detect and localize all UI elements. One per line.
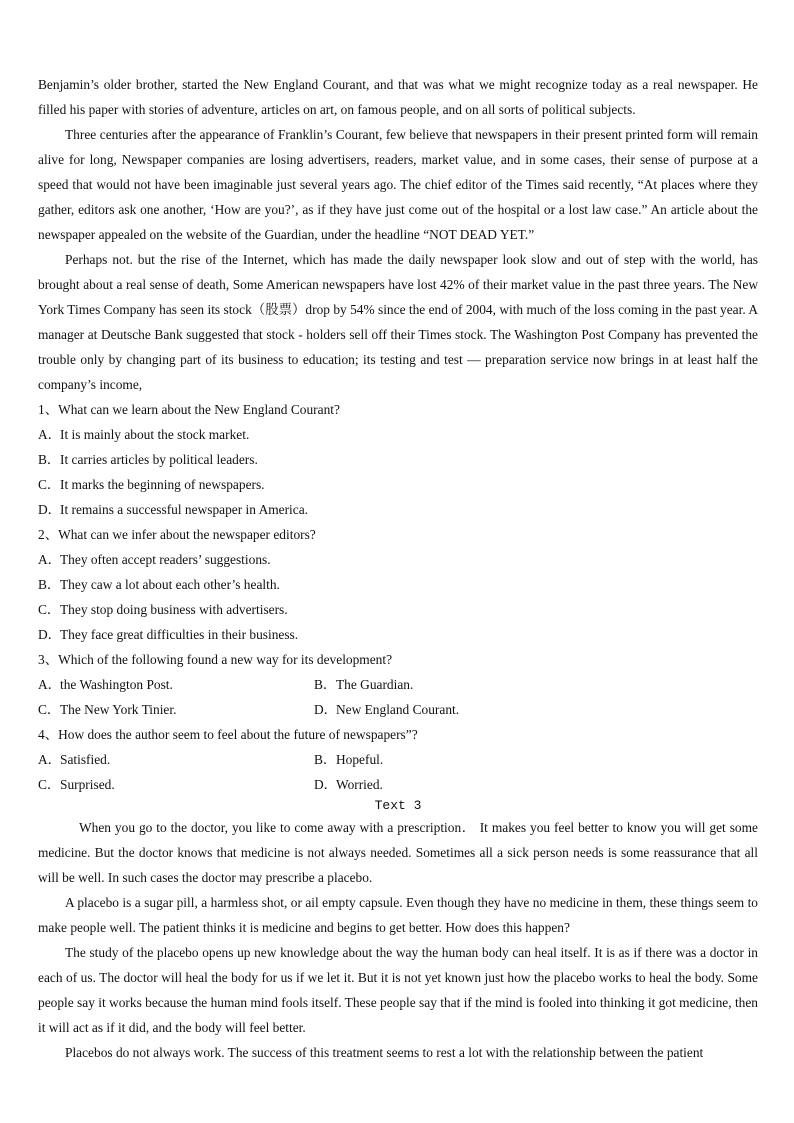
option-text: They face great difficulties in their business. (60, 627, 299, 642)
option-d[interactable] (38, 622, 758, 647)
option-text: Hopeful. (336, 752, 384, 767)
option-d[interactable] (314, 772, 383, 797)
option-a[interactable] (38, 547, 758, 572)
passage-paragraph: Perhaps not. but the rise of the Internet, which has made the daily newspaper look slow and out of step with the world, has brought about a real sense of death, Some American newspapers have lost 42% of their market value in the past three years. The New York Times Company has seen its stock（股票）drop by 54% since the end of 2004, with much of the loss coming in the past year. A manager at Deutsche Bank suggested that stock - holders sell off their Times stock. The Washington Post Company has prevented the trouble only by changing part of its business to education; its testing and test — preparation service now brings in at least half the company’s income, (38, 252, 758, 392)
option-letter: D． (38, 627, 62, 642)
option-text: New England Courant. (336, 702, 460, 717)
passage-paragraph: When you go to the doctor, you like to come away with a prescription． It makes you feel better to know you will get some medicine. But the doctor knows that medicine is not always needed. Sometimes all a sick person needs is some reassurance that all will be well. In such cases the doctor may prescribe a placebo. (38, 820, 758, 885)
question-text: How does the author seem to feel about the future of newspapers”? (58, 727, 418, 742)
option-text: Worried. (336, 777, 383, 792)
question-number: 1、 (38, 402, 59, 417)
option-letter: D． (314, 702, 338, 717)
passage-paragraph: Benjamin’s older brother, started the New England Courant, and that was what we might recognize today as a real newspaper. He filled his paper with stories of adventure, articles on art, on famous people, and on all sorts of political subjects. (38, 77, 758, 117)
question-stem (38, 647, 758, 672)
option-b[interactable] (38, 572, 758, 597)
option-letter: A． (38, 752, 62, 767)
question-text: What can we infer about the newspaper editors? (58, 527, 316, 542)
question-number: 3、 (38, 652, 59, 667)
question-2 (38, 522, 758, 647)
option-letter: D． (38, 502, 62, 517)
option-b[interactable] (314, 747, 383, 772)
question-text: Which of the following found a new way for its development? (58, 652, 393, 667)
question-number: 4、 (38, 727, 59, 742)
passage-paragraph: Three centuries after the appearance of Franklin’s Courant, few believe that newspapers in their present printed form will remain alive for long, Newspaper companies are losing advertisers, readers, market value, and in some cases, their sense of purpose at a speed that would not have been imaginable just several years ago. The chief editor of the Times said recently, “At places where they gather, editors ask one another, ‘How are you?’, as if they have just come out of the hospital or a lost law case.” An article about the newspaper appealed on the website of the Guardian, under the headline “NOT DEAD YET.” (38, 127, 758, 242)
passage-paragraph: The study of the placebo opens up new knowledge about the way the human body can heal itself. It is as if there was a doctor in each of us. The doctor will heal the body for us if we let it. But it is not yet known just how the placebo works to heal the body. Some people say it works because the human mind fools itself. These people say that if the mind is fooled into thinking it got medicine, then it will act as if it did, and the body will feel better. (38, 945, 758, 1035)
option-a[interactable] (38, 422, 758, 447)
option-letter: B． (314, 677, 337, 692)
option-a[interactable] (38, 672, 173, 697)
option-letter: C． (38, 702, 61, 717)
option-letter: C． (38, 477, 61, 492)
option-row (38, 697, 758, 722)
passage-text3 (38, 797, 758, 1065)
option-letter: B． (38, 577, 61, 592)
section-title: Text 3 (374, 798, 422, 813)
option-c[interactable] (38, 597, 758, 622)
option-letter: B． (38, 452, 61, 467)
option-letter: A． (38, 552, 62, 567)
option-b[interactable] (314, 672, 413, 697)
question-4 (38, 722, 758, 797)
option-letter: A． (38, 427, 62, 442)
option-text: They stop doing business with advertisers. (60, 602, 288, 617)
option-letter: D． (314, 777, 338, 792)
passage-text2 (38, 72, 758, 397)
question-number: 2、 (38, 527, 59, 542)
option-c[interactable] (38, 472, 758, 497)
option-text: The Guardian. (336, 677, 414, 692)
passage-paragraph: A placebo is a sugar pill, a harmless shot, or ail empty capsule. Even though they have no medicine in them, these things seem to make people well. The patient thinks it is medicine and begins to get better. How does this happen? (38, 895, 758, 935)
option-text: It marks the beginning of newspapers. (60, 477, 265, 492)
question-1 (38, 397, 758, 522)
question-3 (38, 647, 758, 722)
option-a[interactable] (38, 747, 110, 772)
option-text: The New York Tinier. (60, 702, 177, 717)
option-d[interactable] (38, 497, 758, 522)
option-text: It remains a successful newspaper in America. (60, 502, 309, 517)
option-text: the Washington Post. (60, 677, 173, 692)
question-stem (38, 722, 758, 747)
option-text: It carries articles by political leaders. (60, 452, 258, 467)
option-c[interactable] (38, 772, 115, 797)
option-row (38, 747, 758, 772)
option-row (38, 772, 758, 797)
option-text: Surprised. (60, 777, 115, 792)
question-stem (38, 397, 758, 422)
option-d[interactable] (314, 697, 459, 722)
option-letter: C． (38, 777, 61, 792)
question-stem (38, 522, 758, 547)
option-letter: B． (314, 752, 337, 767)
question-text: What can we learn about the New England Courant? (58, 402, 340, 417)
option-text: It is mainly about the stock market. (60, 427, 250, 442)
passage-paragraph: Placebos do not always work. The success of this treatment seems to rest a lot with the relationship between the patient (65, 1045, 704, 1060)
option-text: They caw a lot about each other’s health. (60, 577, 280, 592)
option-b[interactable] (38, 447, 758, 472)
option-c[interactable] (38, 697, 176, 722)
option-letter: C． (38, 602, 61, 617)
option-row (38, 672, 758, 697)
option-text: They often accept readers’ suggestions. (60, 552, 271, 567)
option-text: Satisfied. (60, 752, 111, 767)
option-letter: A． (38, 677, 62, 692)
document-page (38, 72, 758, 1065)
